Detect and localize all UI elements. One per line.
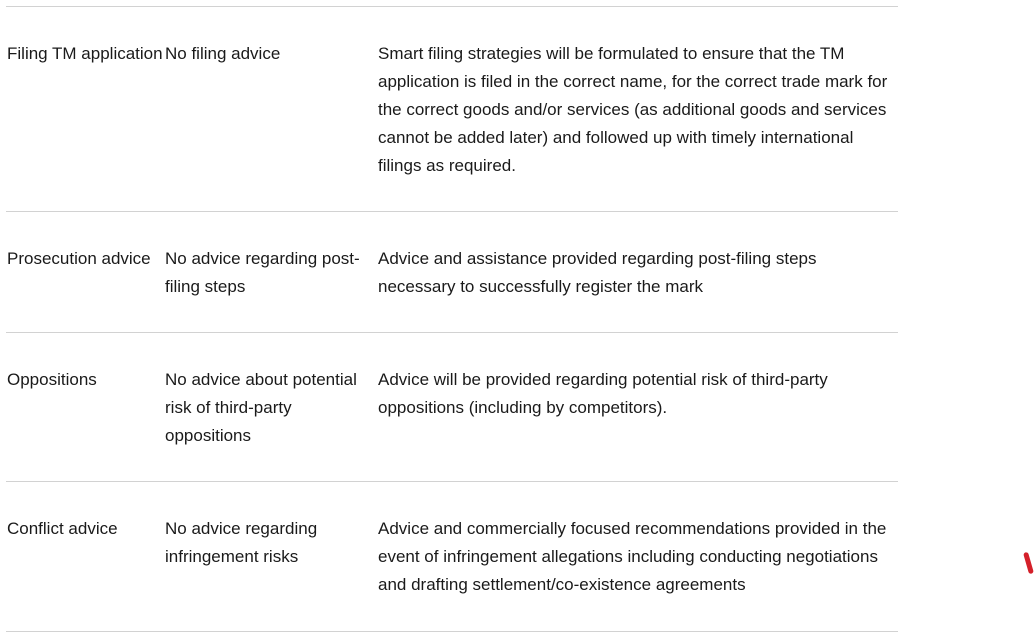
full-service-cell: Advice and commercially focused recommendations provided in the event of infringement allegations including conducting negotiations and drafting settlement/co-existence agreements [378,519,887,594]
table-row [6,212,898,332]
feature-cell: Conflict advice [7,519,118,538]
table-row [6,333,898,481]
row-divider [6,631,898,632]
full-service-cell: Advice will be provided regarding potential risk of third-party oppositions (including by competitors). [378,370,828,417]
feature-cell: Oppositions [7,370,97,389]
table-row [6,482,898,631]
comparison-table [6,6,898,632]
basic-service-cell: No advice about potential risk of third-party oppositions [165,370,357,445]
feature-cell: Filing TM application [7,44,163,63]
red-accent-mark [1023,552,1034,575]
basic-service-cell: No filing advice [165,44,281,63]
feature-cell: Prosecution advice [7,249,151,268]
table-row [6,7,898,211]
basic-service-cell: No advice regarding infringement risks [165,519,318,566]
full-service-cell: Advice and assistance provided regarding post-filing steps necessary to successfully register the mark [378,249,817,296]
full-service-cell: Smart filing strategies will be formulated to ensure that the TM application is filed in the correct name, for the correct trade mark for the correct goods and/or services (as additional goods and services cannot be added later) and followed up with timely international filings as required. [378,44,888,175]
basic-service-cell: No advice regarding post-filing steps [165,249,360,296]
